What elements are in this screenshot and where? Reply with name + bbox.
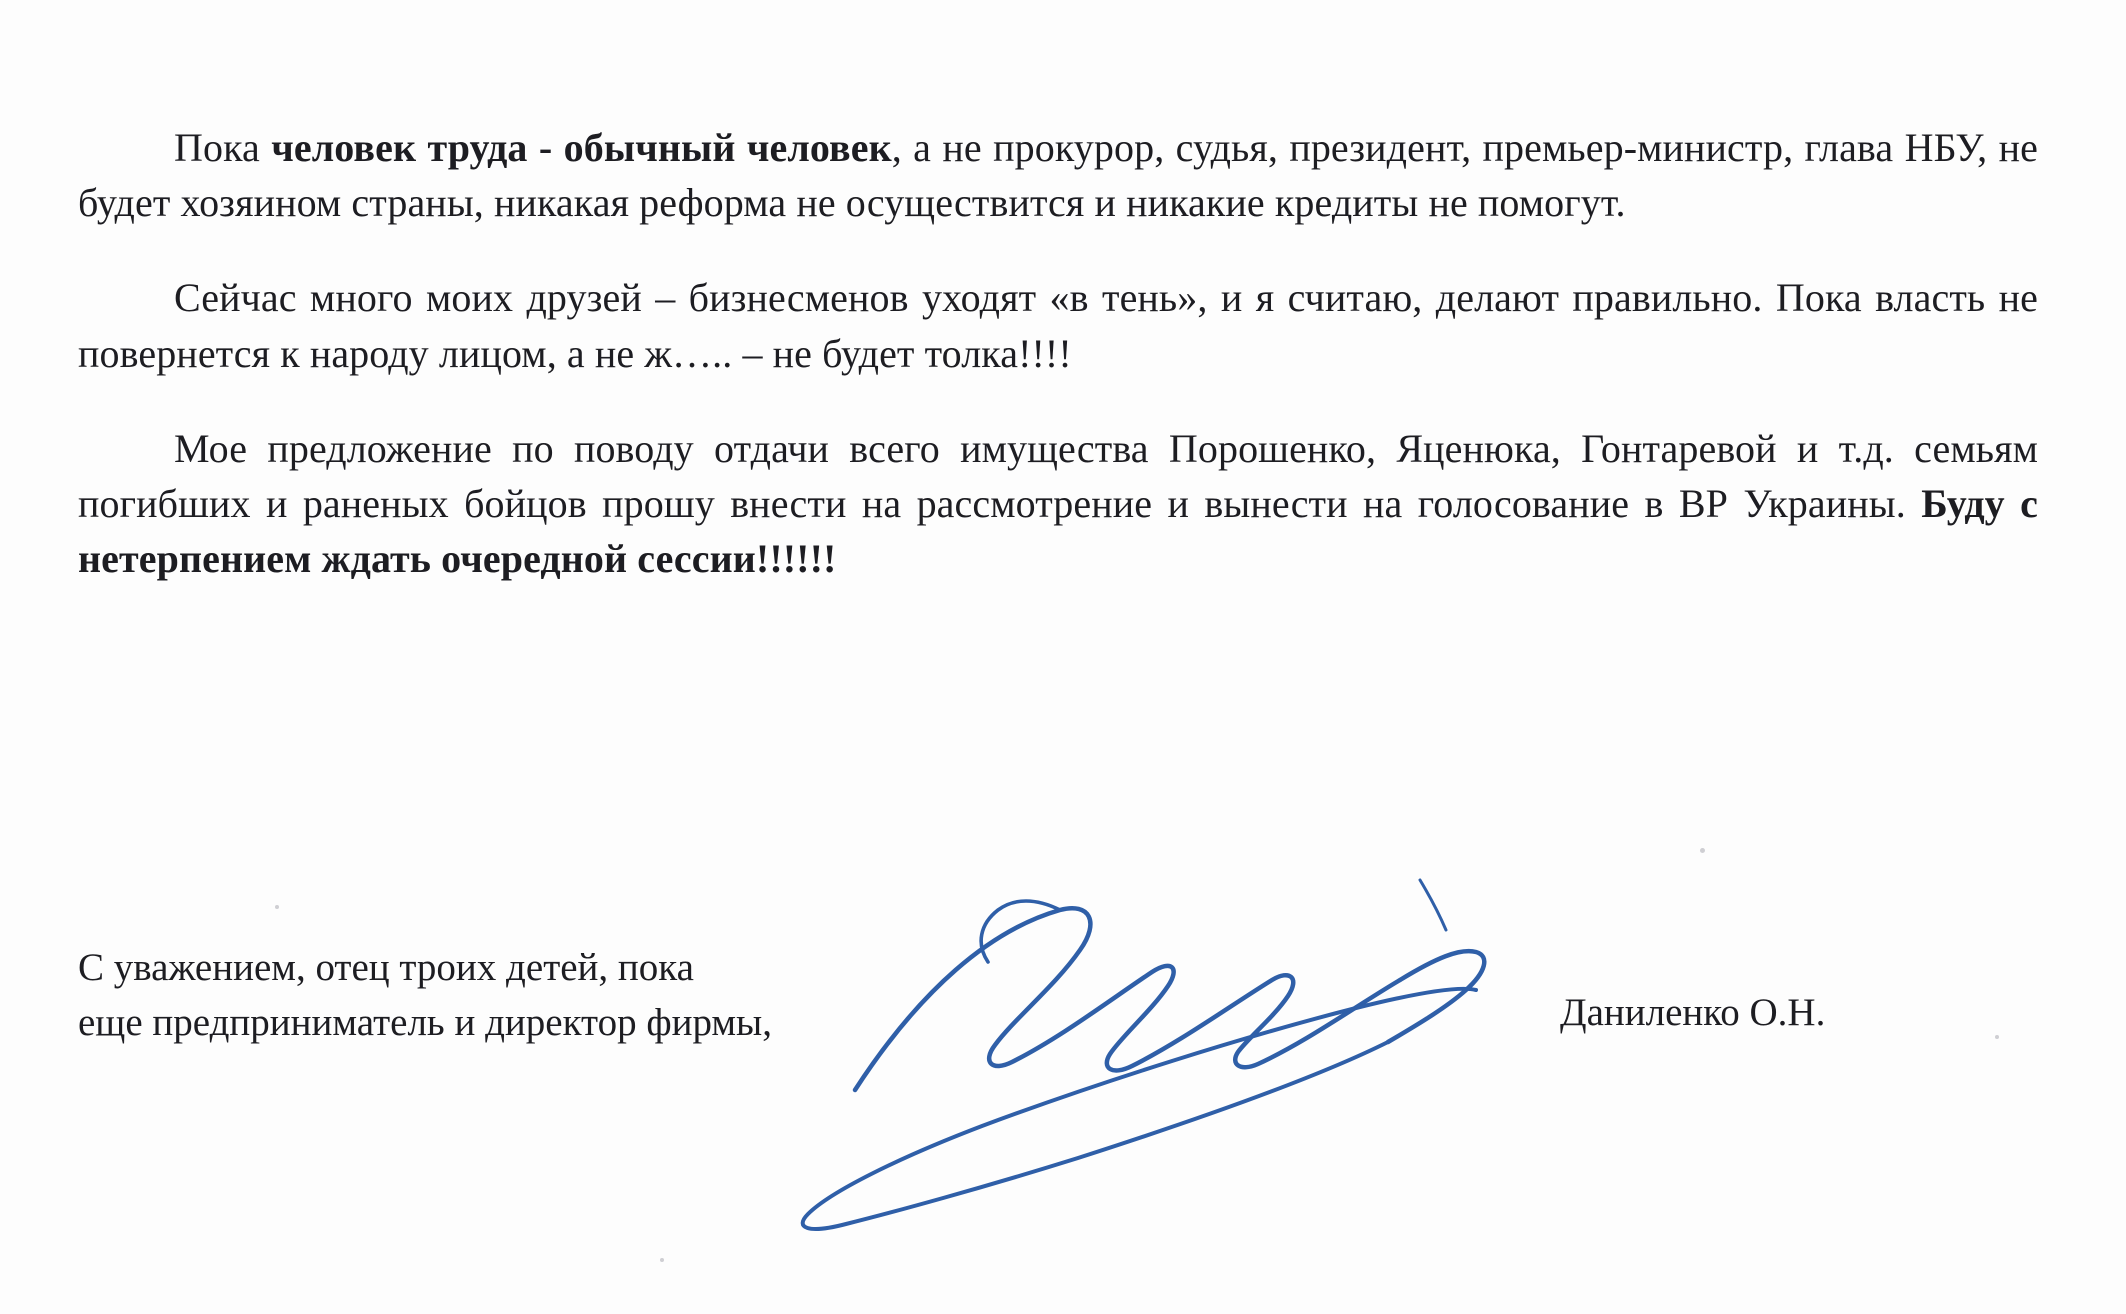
closing-line-2: еще предприниматель и директор фирмы, bbox=[78, 1001, 773, 1045]
emphasis-text: Буду с нетерпением ждать очередной сессии!!!!!! bbox=[78, 480, 2038, 582]
para-2 bbox=[78, 270, 2038, 380]
para-3 bbox=[78, 421, 2038, 587]
emphasis-text: человек труда - обычный человек bbox=[271, 125, 892, 170]
body-text: , а не прокурор, судья, президент, премьер-министр, глава НБУ, не будет хозяином страны, никакая реформа не осуществится и никакие кредиты не помогут. bbox=[78, 125, 2038, 226]
signer-name: Даниленко О.Н. bbox=[1560, 991, 1826, 1034]
closing-line-1: С уважением, отец троих детей, пока bbox=[78, 946, 694, 989]
document-body bbox=[78, 120, 2038, 586]
para-1 bbox=[78, 120, 2038, 230]
body-text: Сейчас много моих друзей – бизнесменов уходят «в тень», и я считаю, делают правильно. Пока власть не повернется к народу лицом, а не ж….. – не будет толка!!!! bbox=[78, 275, 2038, 376]
body-text: Пока bbox=[174, 125, 272, 170]
body-text: Мое предложение по поводу отдачи всего имущества Порошенко, Яценюка, Гонтаревой и т.д. семьям погибших и раненых бойцов прошу внести на рассмотрение и вынести на голосование в ВР Украины. bbox=[78, 425, 2038, 526]
closing-block bbox=[78, 940, 998, 1051]
